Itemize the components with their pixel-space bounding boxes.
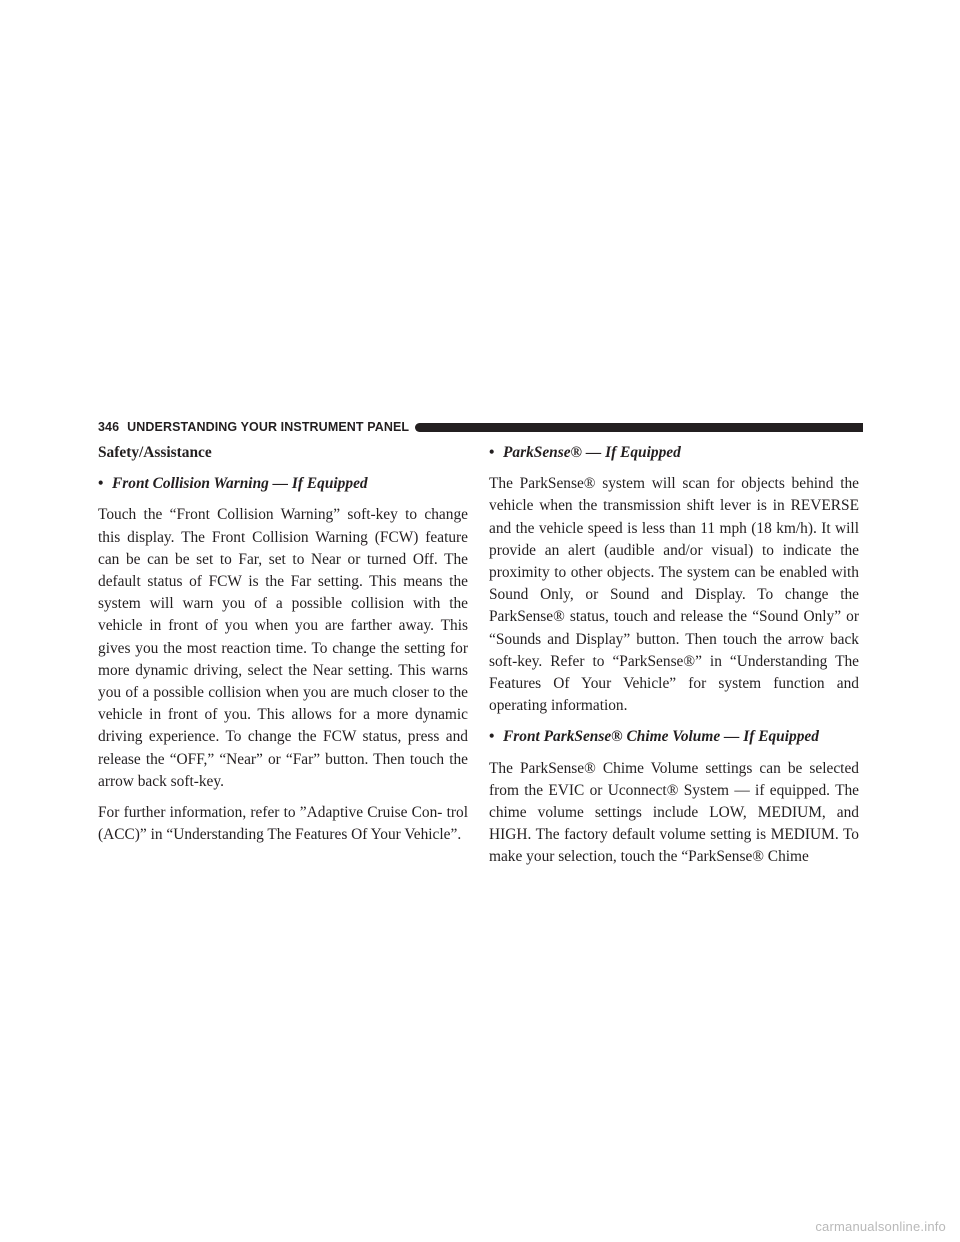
left-column bbox=[98, 442, 468, 855]
section-title: Safety/Assistance bbox=[98, 444, 212, 461]
acc-reference-paragraph: For further information, refer to ”Adaptive Cruise Con- trol (ACC)” in “Understanding The Features Of Your Vehicle”. bbox=[98, 804, 468, 844]
bullet-heading-text: ParkSense® — If Equipped bbox=[503, 444, 681, 461]
bullet-heading-front-collision-warning bbox=[98, 473, 468, 495]
page-header bbox=[98, 419, 863, 435]
watermark-link[interactable]: carmanualsonline.info bbox=[815, 1219, 946, 1234]
bullet-heading-text: Front ParkSense® Chime Volume — If Equipped bbox=[503, 728, 819, 746]
bullet-glyph: • bbox=[489, 444, 495, 461]
chime-volume-paragraph: The ParkSense® Chime Volume settings can be selected from the EVIC or Uconnect® System — if equipped. The chime volume settings include LOW, MEDIUM, and HIGH. The factory default volume setting is MEDIUM. To make your selection, touch the “ParkSense® Chime bbox=[489, 759, 859, 866]
fcw-paragraph: Touch the “Front Collision Warning” soft-key to change this display. The Front Collision Warning (FCW) feature can be can be set to Far, set to Near or turned Off. The default status of FCW is the Far setting. This means the system will warn you of a possible collision with the vehicle in front of you when you are farther away. This gives you the most reaction time. To change the setting for more dynamic driving, select the Near setting. This warns you of a possible collision when you are much closer to the vehicle in front of you. This allows for a more dynamic driving experience. To change the FCW status, press and release the “OFF,” “Near” or “Far” button. Then touch the arrow back soft-key. bbox=[98, 506, 468, 790]
bullet-heading-text: Front Collision Warning — If Equipped bbox=[112, 475, 368, 493]
bullet-heading-chime-volume bbox=[489, 726, 859, 748]
bullet-glyph: • bbox=[489, 728, 495, 746]
page-number: 346 bbox=[98, 420, 120, 434]
right-column bbox=[489, 442, 859, 878]
chapter-title: UNDERSTANDING YOUR INSTRUMENT PANEL bbox=[127, 420, 410, 434]
parksense-paragraph: The ParkSense® system will scan for objects behind the vehicle when the transmission shift lever is in REVERSE and the vehicle speed is less than 11 mph (18 km/h). It will provide an alert (audible and/or visual) to indicate the proximity to other objects. The system can be enabled with Sound Only, or Sound and Display. To change the ParkSense® status, touch and release the “Sound Only” or “Sounds and Display” button. Then touch the arrow back soft-key. Refer to “ParkSense®” in “Understanding The Features Of Your Vehicle” for system function and operating information. bbox=[489, 475, 859, 715]
header-rule bbox=[415, 423, 863, 432]
bullet-heading-parksense bbox=[489, 442, 859, 464]
bullet-glyph: • bbox=[98, 475, 104, 493]
